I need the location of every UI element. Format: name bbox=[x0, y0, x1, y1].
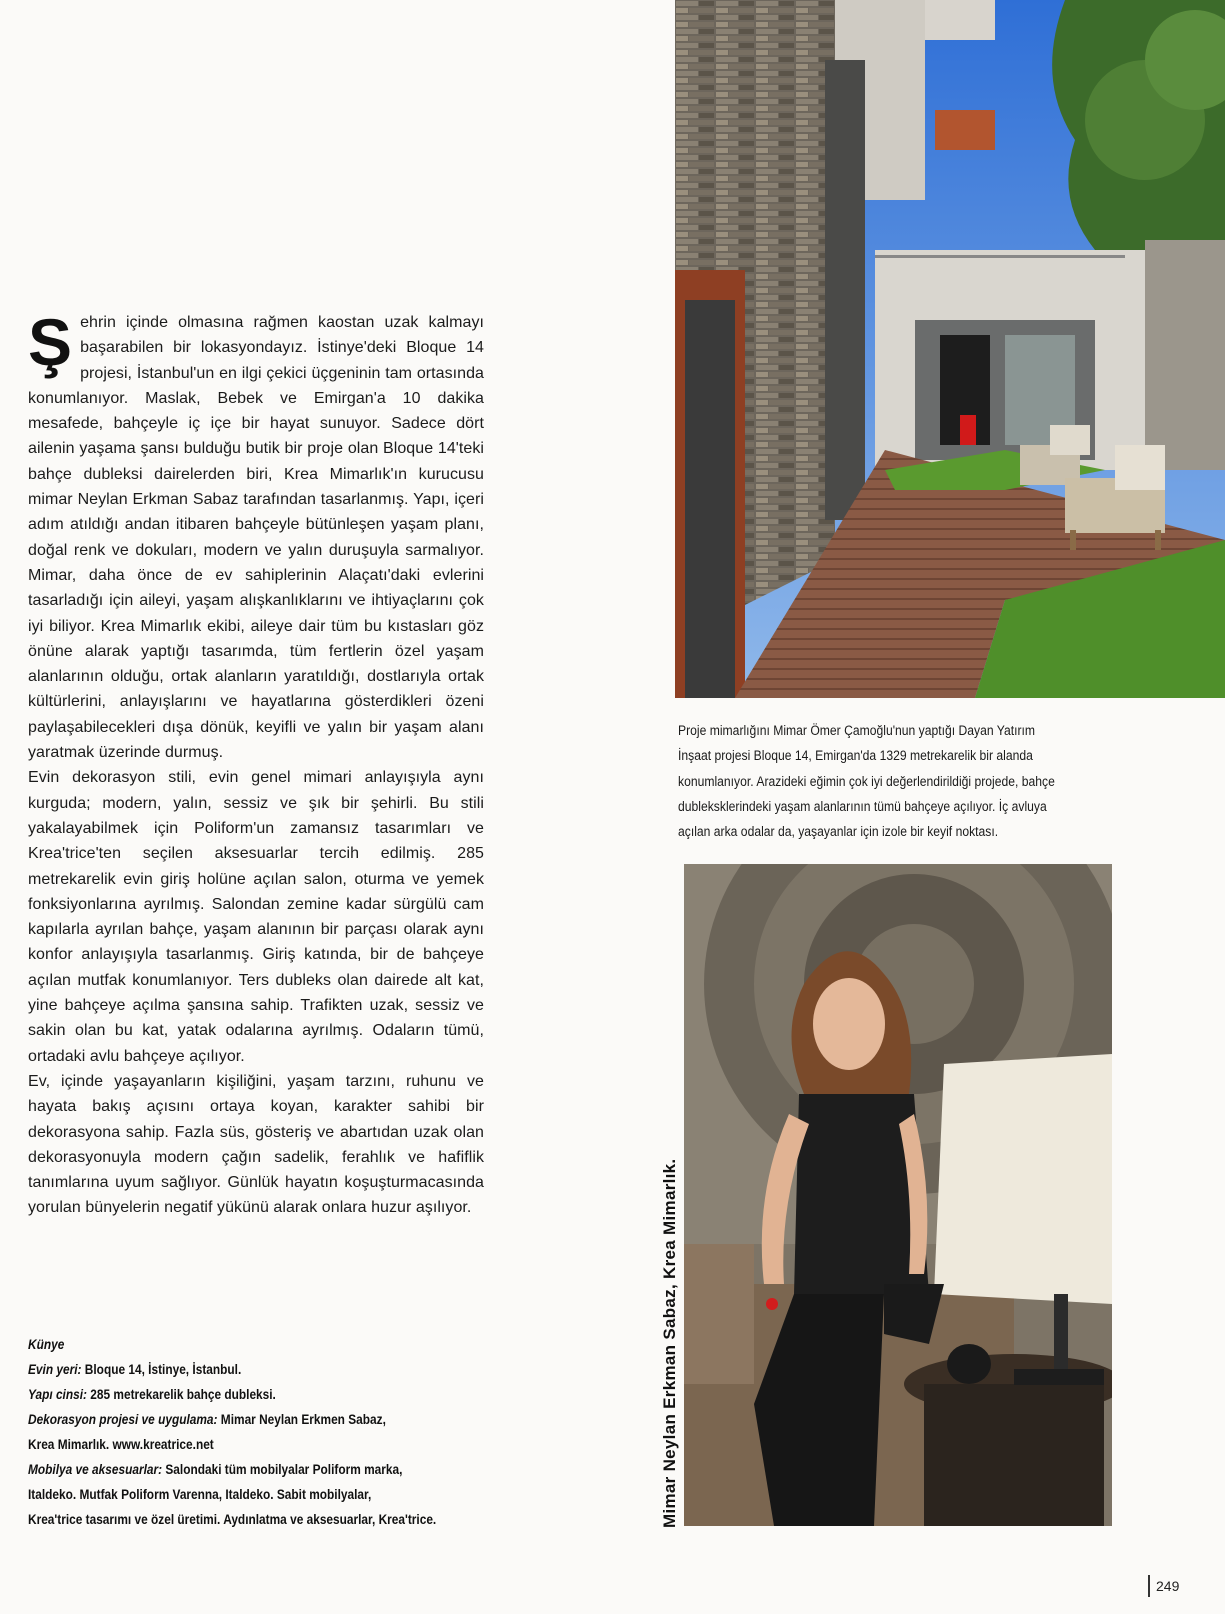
caption-line: Proje mimarlığını Mimar Ömer Çamoğlu'nun yaptığı Dayan Yatırım bbox=[678, 723, 1036, 738]
article-paragraph-3: Ev, içinde yaşayanların kişiliğini, yaşam tarzını, ruhunu ve hayata bakış açısını ortaya koyan, karakter sahibi bir dekorasyona sahip. Fazla süs, gösteriş ve abartıdan uzak olan dekorasyonuyla modern çağın sadelik, ferahlık ve hafiflik tanımlarına uyum sağlıyor. Günlük hayatın koşuşturmacasında yorulan bünyelerin negatif yükünü alarak onlara huzur aşılıyor. bbox=[28, 1072, 484, 1217]
credits-decoration bbox=[28, 1407, 442, 1432]
credits-location-label: Evin yeri: bbox=[28, 1362, 82, 1377]
credits-block bbox=[28, 1332, 442, 1532]
caption-line: İnşaat projesi Bloque 14, Emirgan'da 1329 metrekarelik bir alanda bbox=[678, 748, 1033, 764]
credits-location-value: Bloque 14, İstinye, İstanbul. bbox=[84, 1362, 242, 1377]
article-paragraph-1-text: ehrin içinde olmasına rağmen kaostan uzak kalmayı başarabilen bir lokasyondayız. İstinye'deki Bloque 14 projesi, İstanbul'un en ilgi çekici üçgeninin tam ortasında konumlanıyor. Maslak, Bebek ve Emirgan'a 10 dakika mesafede, bahçeyle iç içe bir hayat sunuyor. Sadece dört ailenin yaşama şansı bulduğu butik bir proje olan Bloque 14'teki bahçe dubleksi dairelerden biri, Krea Mimarlık'ın kurucusu mimar Neylan Erkman Sabaz tarafından tasarlanmış. Yapı, içeri adım atıldığı andan itibaren bahçeyle bütünleşen yaşam planı, doğal renk ve dokuları, modern ve yalın duruşuyla sarmalıyor. Mimar, daha önce de ev sahiplerinin Alaçatı'daki evlerini tasarladığı için aileyi, yaşam alışkanlıklarını ve ihtiyaçlarını çok iyi biliyor. Krea Mimarlık ekibi, aileye dair tüm bu kıstasları göz önüne alarak yaptığı tasarımda, tüm fertlerin özel yaşam alanlarının olduğu, ortak alanların yaratıldığı, dostlarıyla ortak kültürlerini, anlayışlarını ve hayatlarına gösterdikleri özeni paylaşabilecekleri dışa dönük, keyifli ve yalın bir yaşam alanı yaratmak üzerinde durmuş. bbox=[28, 314, 484, 762]
credits-location bbox=[28, 1357, 442, 1382]
credits-title: Künye bbox=[28, 1337, 65, 1352]
portrait-credit: Mimar Neylan Erkman Sabaz, Krea Mimarlık. bbox=[660, 1158, 679, 1528]
credits-furniture-value: Salondaki tüm mobilyalar Poliform marka, bbox=[165, 1462, 403, 1477]
photo-caption bbox=[678, 718, 1074, 844]
credits-furniture-line3: Krea'trice tasarımı ve özel üretimi. Aydınlatma ve aksesuarlar, Krea'trice. bbox=[28, 1512, 437, 1527]
credits-type-value: 285 metrekarelik bahçe dubleksi. bbox=[90, 1387, 276, 1402]
article-paragraph-1 bbox=[28, 305, 484, 765]
credits-furniture-line2: Italdeko. Mutfak Poliform Varenna, Italdeko. Sabit mobilyalar, bbox=[28, 1487, 372, 1502]
dropcap: Ş bbox=[28, 305, 73, 379]
credits-decoration-label: Dekorasyon projesi ve uygulama: bbox=[28, 1412, 218, 1427]
credits-type bbox=[28, 1382, 442, 1407]
credits-decoration-line2: Krea Mimarlık. www.kreatrice.net bbox=[28, 1437, 214, 1452]
credits-furniture bbox=[28, 1457, 442, 1482]
caption-line: açılan arka odalar da, yaşayanlar için izole bir keyif noktası. bbox=[678, 824, 999, 840]
garden-photo bbox=[675, 0, 1225, 698]
caption-line: dubleksklerindeki yaşam alanlarının tümü bahçeye açılıyor. İç avluya bbox=[678, 798, 1047, 814]
article-paragraph-2: Evin dekorasyon stili, evin genel mimari anlayışıyla aynı kurguda; modern, yalın, sessiz ve şık bir şehirli. Bu stili yakalayabilmek için Poliform'un zamansız tasarımları ve Krea'trice'ten seçilen aksesuarlar tercih edilmiş. 285 metrekarelik evin giriş holüne açılan salon, oturma ve yemek fonksiyonlarına ayrılmış. Salondan zemine kadar sürgülü cam kapılarla ayrılan bahçe, yaşam alanının bir parçası olarak aynı konfor anlayışıyla tasarlanmış. Giriş katında, bir de bahçeye açılan mutfak konumlanıyor. Ters dubleks olan dairede alt kat, yine bahçeye açılma şansına sahip. Trafikten uzak, sessiz ve sakin olan bu kat, yatak odalarına ayrılmış. Odaların tümü, ortadaki avlu bahçeye açılıyor. bbox=[28, 769, 484, 1065]
portrait-photo bbox=[684, 864, 1112, 1526]
credits-furniture-label: Mobilya ve aksesuarlar: bbox=[28, 1462, 163, 1477]
page-number: 249 bbox=[1148, 1575, 1179, 1597]
caption-line: konumlanıyor. Arazideki eğimin çok iyi değerlendirildiği projede, bahçe bbox=[678, 773, 1055, 789]
credits-decoration-value: Mimar Neylan Erkmen Sabaz, bbox=[220, 1412, 386, 1427]
article-body bbox=[28, 305, 484, 1221]
credits-type-label: Yapı cinsi: bbox=[28, 1387, 87, 1402]
